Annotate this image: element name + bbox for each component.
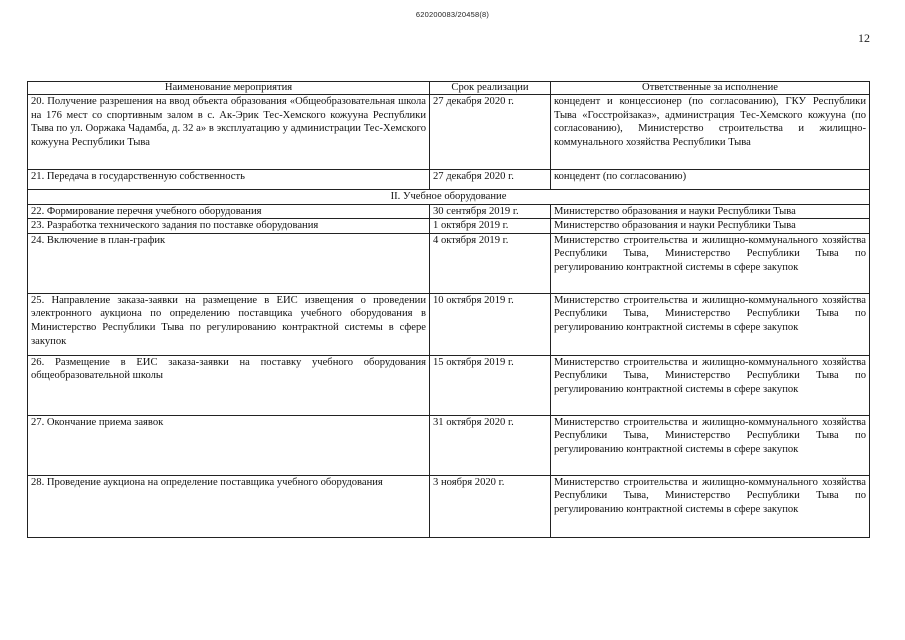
event-responsible: Министерство строительства и жилищно-коммунального хозяйства Республики Тыва, Министерство Республики Тыва по регулированию контрактной системы в сфере закупок xyxy=(551,233,870,293)
table-row xyxy=(28,170,870,190)
header-deadline: Срок реализации xyxy=(430,82,551,95)
event-name: 23. Разработка технического задания по поставке оборудования xyxy=(28,219,430,234)
table-row xyxy=(28,355,870,415)
event-deadline: 31 октября 2020 г. xyxy=(430,415,551,475)
event-name: 27. Окончание приема заявок xyxy=(28,415,430,475)
table-row xyxy=(28,219,870,234)
page-number: 12 xyxy=(858,31,870,45)
table-row xyxy=(28,95,870,170)
event-name: 20. Получение разрешения на ввод объекта образования «Общеобразовательная школа на 176 мест со спортивным залом в с. Ак-Эрик Тес-Хемского кожууна Республики Тыва по ул. Ооржака Чадамба, д. 32 а» в эксплуатацию у администрации Тес-Хемского кожууна Республики Тыва xyxy=(28,95,430,170)
event-responsible: концедент и концессионер (по согласованию), ГКУ Республики Тыва «Госстройзаказ», администрация Тес-Хемского кожууна (по согласованию), Министерство строительства и жилищно-коммунального хозяйства Республики Тыва xyxy=(551,95,870,170)
event-deadline: 3 ноября 2020 г. xyxy=(430,475,551,537)
table-row xyxy=(28,204,870,219)
events-table xyxy=(27,81,870,538)
event-deadline: 10 октября 2019 г. xyxy=(430,293,551,355)
table-row xyxy=(28,293,870,355)
event-deadline: 1 октября 2019 г. xyxy=(430,219,551,234)
table-row xyxy=(28,475,870,537)
event-responsible: Министерство строительства и жилищно-коммунального хозяйства Республики Тыва, Министерство Республики Тыва по регулированию контрактной системы в сфере закупок xyxy=(551,475,870,537)
event-responsible: Министерство образования и науки Республики Тыва xyxy=(551,204,870,219)
event-responsible: концедент (по согласованию) xyxy=(551,170,870,190)
header-responsible: Ответственные за исполнение xyxy=(551,82,870,95)
event-name: 28. Проведение аукциона на определение поставщика учебного оборудования xyxy=(28,475,430,537)
event-name: 22. Формирование перечня учебного оборудования xyxy=(28,204,430,219)
event-responsible: Министерство образования и науки Республики Тыва xyxy=(551,219,870,234)
table-row xyxy=(28,415,870,475)
event-responsible: Министерство строительства и жилищно-коммунального хозяйства Республики Тыва, Министерство Республики Тыва по регулированию контрактной системы в сфере закупок xyxy=(551,293,870,355)
event-name: 25. Направление заказа-заявки на размещение в ЕИС извещения о проведении электронного аукциона по определению поставщика учебного оборудования в Министерство Республики Тыва по регулированию контрактной системы в сфере закупок xyxy=(28,293,430,355)
header-event-name: Наименование мероприятия xyxy=(28,82,430,95)
event-deadline: 30 сентября 2019 г. xyxy=(430,204,551,219)
table-row xyxy=(28,233,870,293)
event-responsible: Министерство строительства и жилищно-коммунального хозяйства Республики Тыва, Министерство Республики Тыва по регулированию контрактной системы в сфере закупок xyxy=(551,415,870,475)
event-deadline: 27 декабря 2020 г. xyxy=(430,95,551,170)
section-row xyxy=(28,190,870,205)
event-name: 21. Передача в государственную собственность xyxy=(28,170,430,190)
event-deadline: 15 октября 2019 г. xyxy=(430,355,551,415)
event-responsible: Министерство строительства и жилищно-коммунального хозяйства Республики Тыва, Министерство Республики Тыва по регулированию контрактной системы в сфере закупок xyxy=(551,355,870,415)
event-deadline: 4 октября 2019 г. xyxy=(430,233,551,293)
document-code: 620200083/20458(8) xyxy=(415,10,490,19)
event-name: 26. Размещение в ЕИС заказа-заявки на поставку учебного оборудования общеобразовательной школы xyxy=(28,355,430,415)
section-title: II. Учебное оборудование xyxy=(28,190,870,205)
event-deadline: 27 декабря 2020 г. xyxy=(430,170,551,190)
table-header-row xyxy=(28,82,870,95)
event-name: 24. Включение в план-график xyxy=(28,233,430,293)
